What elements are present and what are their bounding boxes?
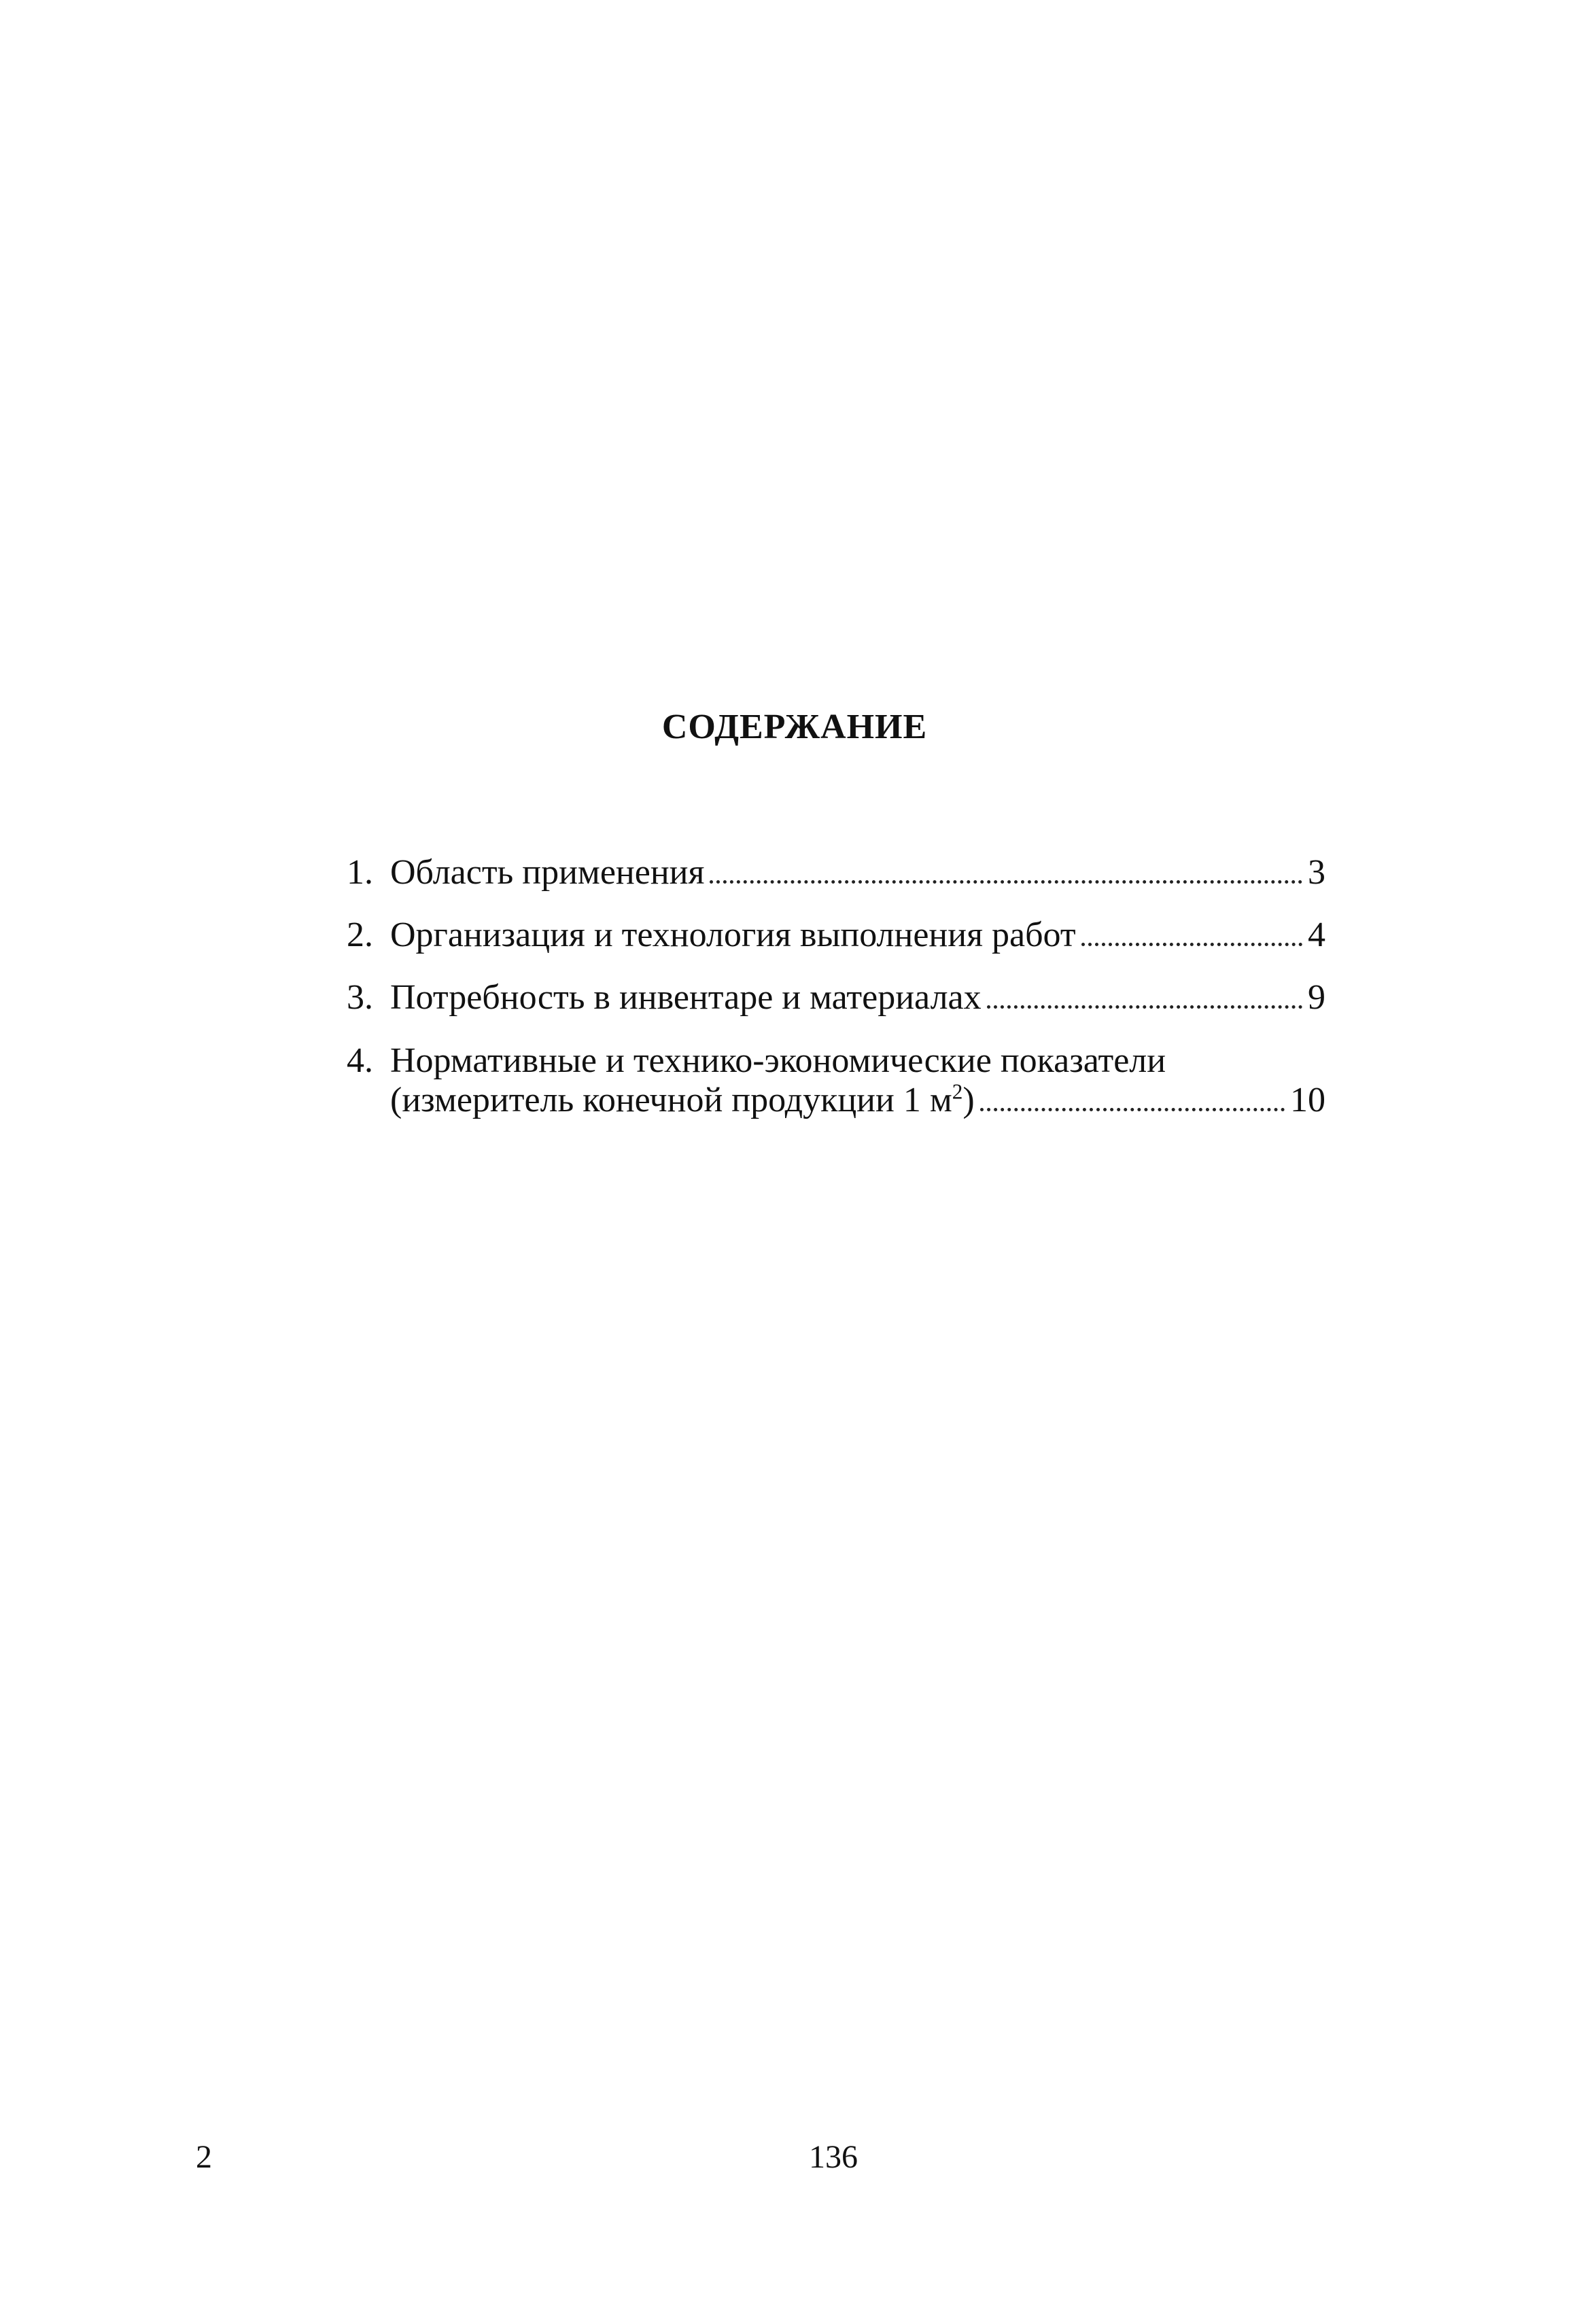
toc-entry	[347, 1041, 1325, 1120]
toc-entry-text-part: )	[962, 1080, 975, 1119]
page-number-left: 2	[196, 2139, 212, 2175]
toc-entry	[347, 916, 1325, 955]
toc-entry-body	[390, 853, 1325, 892]
toc-entry-number: 1.	[347, 853, 373, 892]
toc-entry-text: Область применения	[390, 853, 705, 892]
toc-entry-number: 4.	[347, 1041, 373, 1080]
toc-leader-dots	[710, 880, 1302, 884]
toc-entry-body	[390, 916, 1325, 955]
toc-entry-text-continued	[390, 1081, 975, 1120]
toc-entry-text-part: (измеритель конечной продукции 1 м	[390, 1080, 952, 1119]
toc-entry-page: 9	[1308, 978, 1325, 1018]
toc-entry-line	[390, 978, 1325, 1018]
toc-entry-number: 3.	[347, 978, 373, 1018]
toc-entry-line	[390, 1041, 1325, 1081]
toc-list	[347, 853, 1325, 1143]
toc-title: СОДЕРЖАНИЕ	[661, 708, 928, 746]
toc-leader-dots	[987, 1005, 1302, 1009]
toc-entry-superscript: 2	[952, 1079, 963, 1104]
toc-entry-page: 4	[1308, 916, 1325, 955]
toc-leader-dots	[980, 1107, 1285, 1111]
toc-entry-body	[390, 978, 1325, 1018]
toc-entry-text: Нормативные и технико-экономические показатели	[390, 1041, 1166, 1080]
toc-entry-page: 10	[1290, 1080, 1325, 1119]
toc-leader-dots	[1081, 942, 1302, 946]
toc-entry-line	[390, 916, 1325, 955]
toc-entry-number: 2.	[347, 916, 373, 955]
toc-entry-body	[390, 1041, 1325, 1120]
toc-entry-page: 3	[1308, 853, 1325, 892]
toc-entry-line	[390, 1081, 1325, 1120]
toc-entry-text: Потребность в инвентаре и материалах	[390, 978, 982, 1018]
toc-entry-text: Организация и технология выполнения работ	[390, 916, 1076, 955]
toc-entry-line	[390, 853, 1325, 892]
toc-entry	[347, 853, 1325, 892]
page-number-center: 136	[809, 2139, 858, 2175]
toc-entry	[347, 978, 1325, 1018]
